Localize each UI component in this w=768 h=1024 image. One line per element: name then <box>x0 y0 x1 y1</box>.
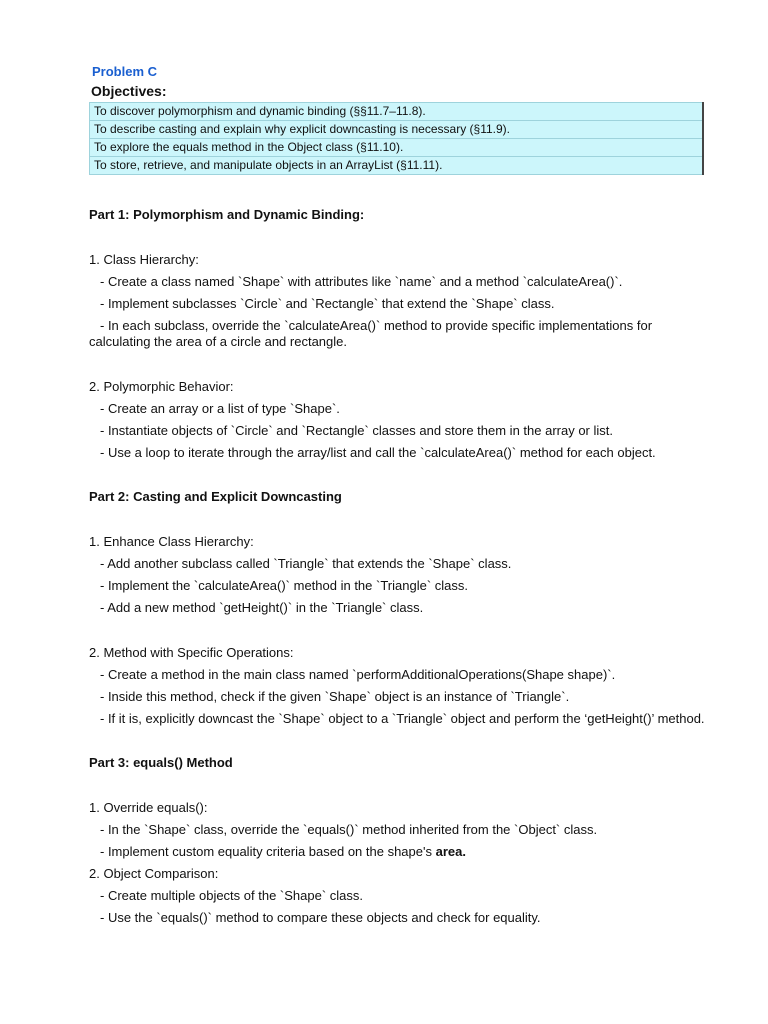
objective-text: To store, retrieve, and manipulate objects in an ArrayList (§11.11). <box>90 157 704 175</box>
part1-item2-line: - Instantiate objects of `Circle` and `Rectangle` classes and store them in the array or list. <box>100 423 613 438</box>
objective-text: To explore the equals method in the Object class (§11.10). <box>90 139 704 157</box>
part3-item2-line: - Use the `equals()` method to compare these objects and check for equality. <box>100 910 541 925</box>
part2-item2-title: 2. Method with Specific Operations: <box>89 645 294 660</box>
part3-item1-title: 1. Override equals(): <box>89 800 208 815</box>
objective-text: To describe casting and explain why explicit downcasting is necessary (§11.9). <box>90 121 704 139</box>
part3-item2-title: 2. Object Comparison: <box>89 866 219 881</box>
objective-row <box>90 139 704 157</box>
part3-item1-line: - In the `Shape` class, override the `equals()` method inherited from the `Object` class. <box>100 822 598 837</box>
part2-item1-title: 1. Enhance Class Hierarchy: <box>89 534 254 549</box>
part2-title: Part 2: Casting and Explicit Downcasting <box>89 489 342 504</box>
part1-item2-line: - Create an array or a list of type `Shape`. <box>100 401 340 416</box>
objective-row <box>90 103 704 121</box>
part1-item2-line: - Use a loop to iterate through the array/list and call the `calculateArea()` method for each object. <box>100 445 656 460</box>
part1-item1-line: - Implement subclasses `Circle` and `Rectangle` that extend the `Shape` class. <box>100 296 555 311</box>
part3-item1-line-text: - Implement custom equality criteria based on the shape's <box>100 844 436 859</box>
part1-item2-title: 2. Polymorphic Behavior: <box>89 379 234 394</box>
problem-title: Problem C <box>92 64 158 79</box>
objectives-table <box>89 102 704 175</box>
part3-title: Part 3: equals() Method <box>89 755 233 770</box>
part1-item1-title: 1. Class Hierarchy: <box>89 252 199 267</box>
objectives-heading: Objectives: <box>91 83 167 99</box>
objective-text: To discover polymorphism and dynamic binding (§§11.7–11.8). <box>90 103 704 121</box>
part2-item2-line: - Inside this method, check if the given `Shape` object is an instance of `Triangle`. <box>100 689 570 704</box>
part1-item1-line: - Create a class named `Shape` with attributes like `name` and a method `calculateArea()`. <box>100 274 623 289</box>
objective-row <box>90 157 704 175</box>
document-page <box>89 64 705 926</box>
objective-row <box>90 121 704 139</box>
part3-item2-line: - Create multiple objects of the `Shape` class. <box>100 888 364 903</box>
part2-item2-line: - If it is, explicitly downcast the `Shape` object to a `Triangle` object and perform the ‘getHeight()’ method. <box>100 711 705 726</box>
part1-item1-line: - In each subclass, override the `calculateArea()` method to provide specific implementations for calculating the area of a circle and rectangle. <box>89 318 653 349</box>
part2-item1-line: - Add another subclass called `Triangle` that extends the `Shape` class. <box>100 556 512 571</box>
part2-item1-line: - Implement the `calculateArea()` method in the `Triangle` class. <box>100 578 468 593</box>
part1-title: Part 1: Polymorphism and Dynamic Binding: <box>89 207 365 222</box>
area-emphasis: area. <box>435 844 466 859</box>
part2-item2-line: - Create a method in the main class named `performAdditionalOperations(Shape shape)`. <box>100 667 616 682</box>
part2-item1-line: - Add a new method `getHeight()` in the `Triangle` class. <box>100 600 424 615</box>
part3-item1-line <box>89 844 705 860</box>
